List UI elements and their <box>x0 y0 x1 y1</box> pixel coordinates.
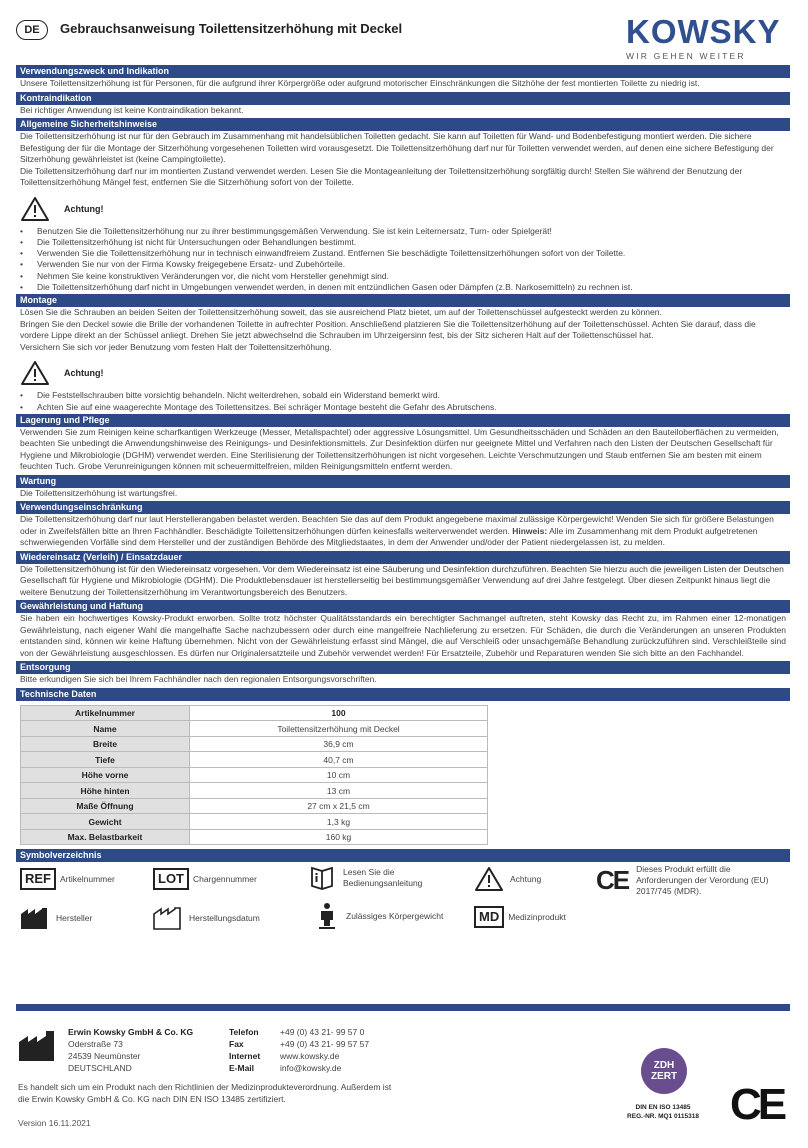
zdh-cert-badge: ZDH ZERT <box>641 1048 687 1094</box>
website-link[interactable]: www.kowsky.de <box>280 1051 340 1061</box>
symbol-ref: REF Artikelnummer <box>20 868 115 890</box>
table-row: Höhe vorne 10 cm <box>21 767 488 783</box>
manual-content <box>16 64 790 944</box>
contact-labels: Telefon Fax Internet E-Mail <box>229 1027 261 1073</box>
symbol-medical-device: MD Medizinprodukt <box>474 906 566 928</box>
symbol-max-weight: Zulässiges Körpergewicht <box>316 902 446 930</box>
symbol-manufacture-date: Herstellungsdatum <box>153 906 260 930</box>
phone-number: +49 (0) 43 21- 99 57 0 <box>280 1027 365 1037</box>
section-heading: Montage <box>16 294 790 307</box>
company-address: Erwin Kowsky GmbH & Co. KG Oderstraße 73 24539 Neumünster DEUTSCHLAND <box>68 1027 194 1073</box>
symbol-ce: CE Dieses Produkt erfüllt die Anforderungen der Verordung (EU) 2017/745 (MDR). <box>596 864 769 897</box>
section-heading: Wiedereinsatz (Verleih) / Einsatzdauer <box>16 551 790 564</box>
list-item: • Verwenden Sie die Toilettensitzerhöhung nur in technisch einwandfreiem Zustand. Entfernen Sie beschädigte Toilettensitzerhöhungen sofort von der Toilette. <box>20 248 790 259</box>
section-heading: Technische Daten <box>16 688 790 701</box>
technical-data-table <box>20 705 488 846</box>
fax-number: +49 (0) 43 21- 99 57 57 <box>280 1039 370 1049</box>
list-item: • Die Toilettensitzerhöhung ist nicht für Untersuchungen oder Behandlungen bestimmt. <box>20 237 790 248</box>
warning-triangle-icon <box>20 196 50 222</box>
symbol-read-manual: Lesen Sie die Bedienungsanleitung <box>309 866 439 890</box>
book-info-icon <box>309 866 335 890</box>
table-row: Tiefe 40,7 cm <box>21 752 488 768</box>
language-badge: DE <box>16 20 48 40</box>
company-name: Erwin Kowsky GmbH & Co. KG <box>68 1027 194 1037</box>
text-run: Die Toilettensitzerhöhung darf nur laut Herstellerangaben belastet werden. Beachten Sie das auf dem Produkt angegebene maximal zulässige Körpergewicht! Wenden Sie sich für größere Belastungen oder in Zweifelsfällen bitte an Ihren Fachhändler. Beschädigte Toilettensitzerhöhungen dürfen keinesfalls weiterverwendet werden. <box>20 514 774 536</box>
ce-mark-icon: CE <box>596 865 629 896</box>
symbol-lot: LOT Chargennummer <box>153 868 257 890</box>
section-text <box>16 131 790 190</box>
paragraph: Lösen Sie die Schrauben an beiden Seiten der Toilettensitzerhöhung soweit, das sie ausreichend Platz bietet, um auf der Toilettenschüssel aufgesteckt werden zu können. <box>20 307 662 318</box>
section-heading: Verwendungszweck und Indikation <box>16 65 790 78</box>
warning-label: Achtung! <box>64 368 104 379</box>
table-row: Max. Belastbarkeit 160 kg <box>21 829 488 845</box>
safety-list <box>16 226 790 294</box>
list-item: • Nehmen Sie keine konstruktiven Veränderungen vor, die nicht vom Hersteller genehmigt sind. <box>20 271 790 282</box>
version-label: Version 16.11.2021 <box>18 1118 91 1128</box>
logo-wordmark: KOWSKY <box>626 13 781 50</box>
section-text: Die Toilettensitzerhöhung ist wartungsfrei. <box>20 487 178 498</box>
section-text: Sie haben ein hochwertiges Kowsky-Produkt erworben. Sollte trotz höchster Qualitätsstandards ein berechtigter Sachmangel auftreten, steht Kowsky das Recht zu, im Rahmen einer 12-monatigen Gewährleistung, nach eigener Wahl die mangelhafte Sache nachzubessern oder durch eine mangelfreie Nachlieferung zu ersetzen. Für Schäden, die durch die Veränderungen an unseren Produkten entstanden sind, können wir keine Haftung übernehmen. Nicht von der Gewährleistung erfasst sind Mängel, die auf Verschleiß oder unsachgemäße Behandlung zurückzuführen sind. Verschleißteile sind von der Gewährleistung ausgeschlossen. Es dürfen nur Originalersatzteile und Zubehör verwendet werden! Für Ersatzteile, Zubehör und Reparaturen wenden Sie sich bitte an den Fachhandel. <box>20 613 786 658</box>
warning-label: Achtung! <box>64 203 104 214</box>
manufacturer-icon <box>18 1030 58 1062</box>
section-text: Bitte erkundigen Sie sich bei Ihrem Fachhändler nach den regionalen Entsorgungsvorschriften. <box>20 674 377 685</box>
list-item: • Achten Sie auf eine waagerechte Montage des Toilettensitzes. Bei schräger Montage besteht die Gefahr des Abrutschens. <box>20 402 790 413</box>
cert-registration: DIN EN ISO 13485 REG.-NR. MQ1 0115318 <box>627 1104 699 1120</box>
list-item: • Die Toilettensitzerhöhung darf nicht in Umgebungen verwendet werden, in denen mit entzündlichen Gasen oder Dämpfen (z.B. Narkosemitteln) zu rechnen ist. <box>20 282 790 293</box>
email-link[interactable]: info@kowsky.de <box>280 1063 342 1073</box>
section-heading: Wartung <box>16 475 790 488</box>
factory-icon <box>20 906 50 930</box>
section-text <box>16 307 790 354</box>
section-heading: Verwendungseinschränkung <box>16 501 790 514</box>
hint-label: Hinweis: <box>512 525 548 536</box>
table-row: Gewicht 1,3 kg <box>21 814 488 830</box>
symbol-caution: Achtung <box>474 866 541 892</box>
section-heading: Kontraindikation <box>16 92 790 105</box>
ce-mark-icon: CE <box>730 1080 784 1129</box>
table-row: Maße Öffnung 27 cm x 21,5 cm <box>21 798 488 814</box>
section-heading: Allgemeine Sicherheitshinweise <box>16 118 790 131</box>
warning-callout <box>20 195 790 223</box>
section-heading: Entsorgung <box>16 661 790 674</box>
mounting-list <box>16 390 790 413</box>
kowsky-logo <box>626 15 792 61</box>
symbol-legend <box>16 862 790 944</box>
contact-values <box>280 1026 369 1074</box>
logo-tagline: WIR GEHEN WEITER <box>626 51 746 61</box>
list-item: • Verwenden Sie nur von der Firma Kowsky freigegebene Ersatz- und Zubehörteile. <box>20 259 790 270</box>
paragraph: Die Toilettensitzerhöhung ist nur für den Gebrauch im Zusammenhang mit handelsüblichen Toiletten gedacht. Sie kann auf Toiletten für Wand- und Bodenbefestigung montiert werden. Die sichere Befestigung der für die Montage der Sitzerhöhung vorgesehenen Toiletten wird vorausgesetzt. Die Toilettensitzerhöhung darf nur für Toiletten verwendet werden, auf denen eine sichere Befestigung der Sitzerhöhung gewährleistet ist (keine Campingtoilette). <box>20 131 774 164</box>
md-icon: MD <box>474 906 504 928</box>
section-text <box>16 514 790 550</box>
ref-icon: REF <box>20 868 56 890</box>
table-row: Höhe hinten 13 cm <box>21 783 488 799</box>
warning-triangle-icon <box>474 866 504 892</box>
section-text: Bei richtiger Anwendung ist keine Kontraindikation bekannt. <box>20 104 244 115</box>
paragraph: Bringen Sie den Deckel sowie die Brille der vorhandenen Toilette in aufrechter Position. Anschließend platzieren Sie die Toilettensitzerhöhung auf der Toilettenschüssel. Achten Sie darauf, dass die vordere Lippe direkt an der Schüssel anliegt. Drehen Sie jetzt abwechselnd die Schrauben im Uhrzeigersinn fest, bis der Sitz sicheren Halt auf der Toilettenschüssel hat. <box>20 318 756 341</box>
section-text: Verwenden Sie zum Reinigen keine scharfkantigen Werkzeuge (Messer, Metallspachtel) oder aggressive Lösungsmittel. Um Gesundheitsschäden und Schäden an den Bauteiloberflächen zu vermeiden, beachten Sie unbedingt die Anwendungshinweise des Reinigungs- und Desinfektionsmittels. Zur Desinfektion dürfen nur geeignete Mittel und Verfahren nach den Listen der Deutschen Gesellschaft für Hygiene und Mikrobiologie (DGHM) verwendet werden. Eine Sterilisierung der Toilettensitzerhöhungen ist nicht vorgesehen. Leichte Verschmutzungen und Staub entfernen Sie am besten mit einem feuchten Tuch. Grobe Verunreinigungen können mit scheuermittelfreien, milden Reinigungsmitteln entfernt werden. <box>20 426 779 472</box>
section-heading: Lagerung und Pflege <box>16 414 790 427</box>
warning-triangle-icon <box>20 360 50 386</box>
text-run: Alle im Zusammenhang mit dem Produkt aufgetretenen schwerwiegenden Vorfälle sind dem Hersteller und der zuständigen Behörde des Mitgliedstaates, in dem der Anwender und/oder der Patient niedergelassen ist, zu melden. <box>20 525 758 548</box>
certification-note: Es handelt sich um ein Produkt nach den Richtlinien der Medizinprodukteverordnung. Außerdem ist die Erwin Kowsky GmbH & Co. KG nach DIN EN ISO 13485 zertifiziert. <box>18 1082 392 1104</box>
list-item: • Benutzen Sie die Toilettensitzerhöhung nur zu ihrer bestimmungsgemäßen Verwendung. Sie ist kein Leiternersatz, Turn- oder Spielgerät! <box>20 226 790 237</box>
lot-icon: LOT <box>153 868 189 890</box>
section-heading: Gewährleistung und Haftung <box>16 600 790 613</box>
warning-callout <box>20 359 790 387</box>
section-heading: Symbolverzeichnis <box>16 849 790 862</box>
footer-divider <box>16 1004 790 1011</box>
table-row: Breite 36,9 cm <box>21 736 488 752</box>
symbol-manufacturer: Hersteller <box>20 906 92 930</box>
list-item: • Die Feststellschrauben bitte vorsichtig behandeln. Nicht weiterdrehen, sobald ein Widerstand bemerkt wird. <box>20 390 790 401</box>
person-weight-icon <box>316 902 338 930</box>
section-text: Die Toilettensitzerhöhung ist für den Wiedereinsatz vorgesehen. Vor dem Wiedereinsatz ist eine Säuberung und Desinfektion durchzuführen. Beachten Sie hierzu auch die jeweiligen Listen der Deutschen Gesellschaft für Hygiene und Mikrobiologie (DGHM). Die Produktlebensdauer ist herstellerseitig bei bestimmungsgemäßer Verwendung auf drei Jahre festgelegt. Über diesen Zeitpunkt hinaus liegt die weitere Benutzung der Toilettensitzerhöhung im Verantwortungsbereich des Benutzers. <box>20 563 784 597</box>
paragraph: Versichern Sie sich vor jeder Benutzung vom festen Halt der Toilettensitzerhöhung. <box>20 341 332 352</box>
table-row: Name Toilettensitzerhöhung mit Deckel <box>21 721 488 737</box>
factory-outline-icon <box>153 906 183 930</box>
table-row: Artikelnummer 100 <box>21 705 488 721</box>
document-title: Gebrauchsanweisung Toilettensitzerhöhung mit Deckel <box>60 21 403 36</box>
paragraph: Die Toilettensitzerhöhung darf nur im montierten Zustand verwendet werden. Lesen Sie die Montageanleitung der Toilettensitzerhöhung sorgfältig durch! Stellen Sie während der Benutzung der Toilettensitzerhöhung Mängel fest, entfernen Sie die Sitzerhöhung sofort von der Toilette. <box>20 165 743 187</box>
section-text: Unsere Toilettensitzerhöhung ist für Personen, für die aufgrund ihrer Körpergröße oder aufgrund motorischer Einschränkungen die Sitzhöhe der fest montierten Toilette zu niedrig ist. <box>20 78 700 88</box>
